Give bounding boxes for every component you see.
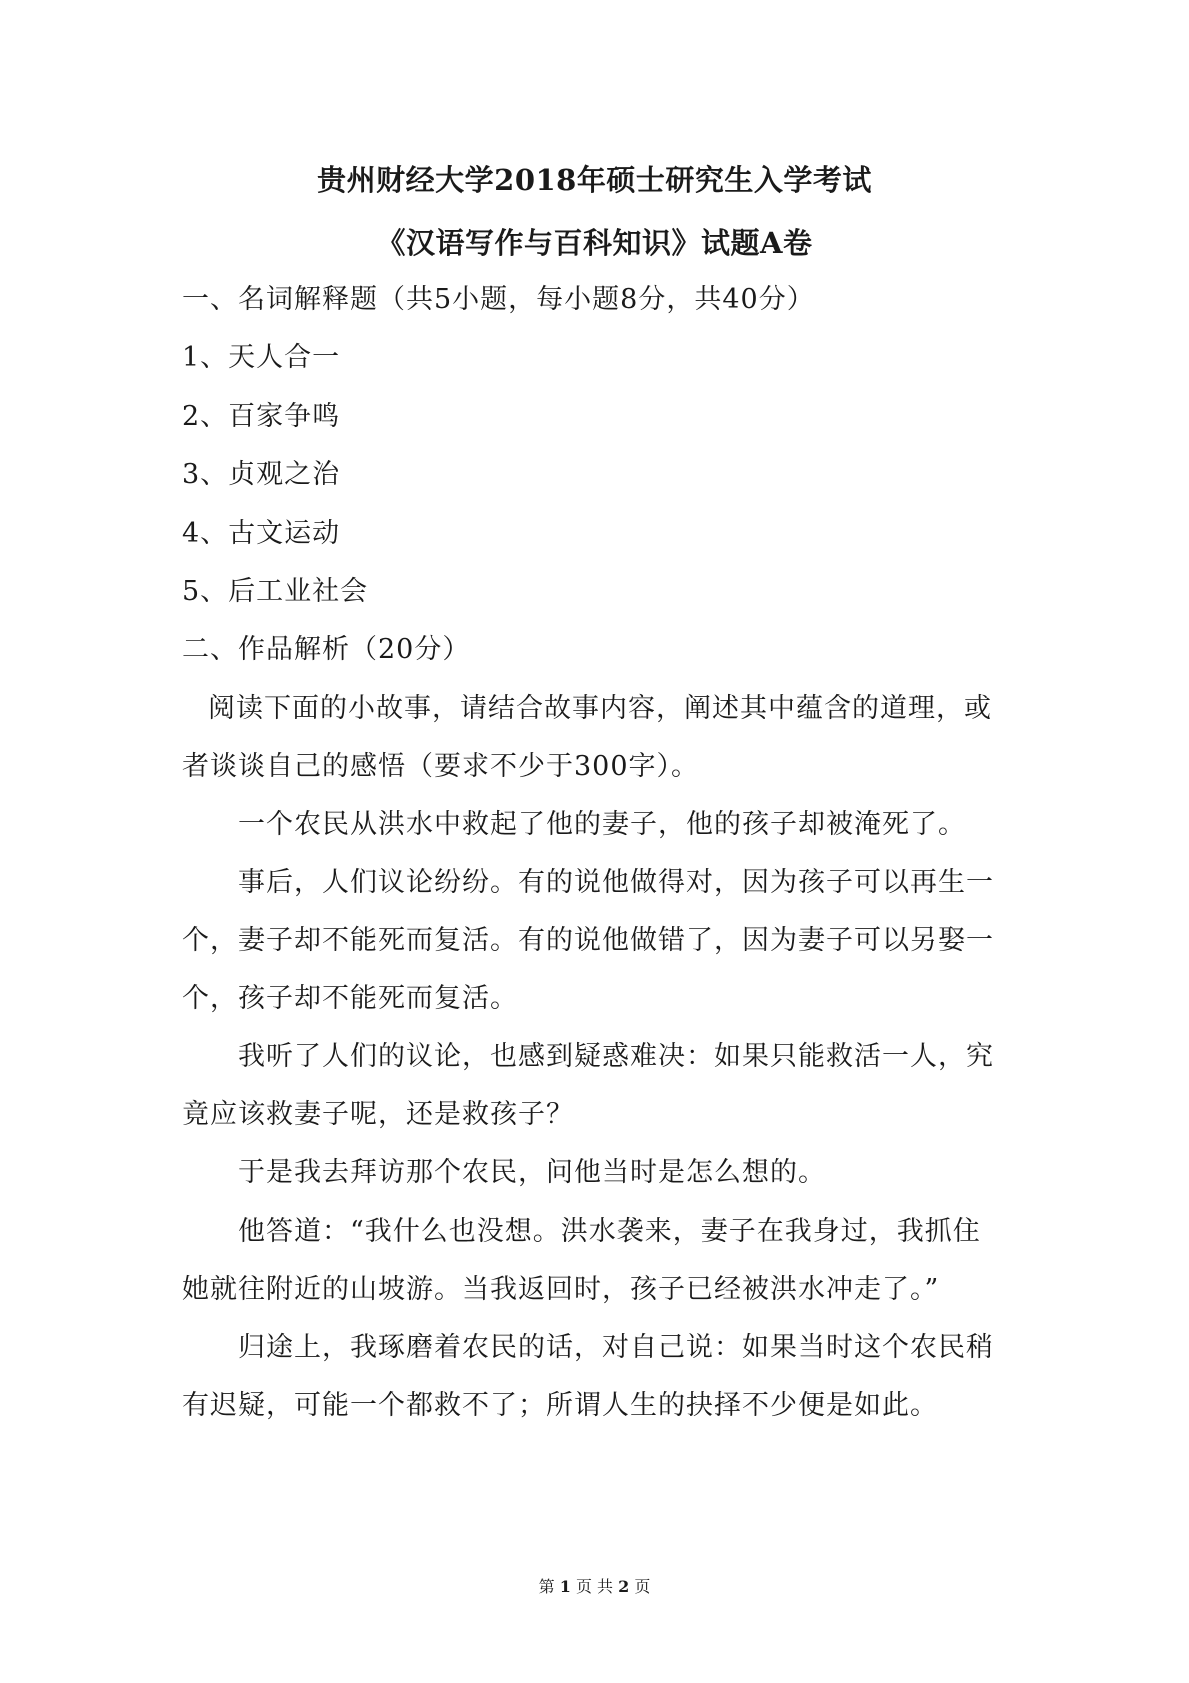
- footer-page-number: 1: [559, 1577, 571, 1596]
- story-line: 归途上，我琢磨着农民的话，对自己说：如果当时这个农民稍: [238, 1332, 994, 1363]
- term-item-5: 5、后工业社会: [182, 576, 369, 607]
- exam-title: 贵州财经大学2018年硕士研究生入学考试: [317, 163, 872, 197]
- story-line: 他答道：“我什么也没想。洪水袭来，妻子在我身过，我抓住: [238, 1216, 981, 1247]
- footer-prefix: 第: [538, 1577, 555, 1596]
- story-line: 竟应该救妻子呢，还是救孩子？: [182, 1099, 574, 1130]
- story-line: 个，妻子却不能死而复活。有的说他做错了，因为妻子可以另娶一: [182, 925, 994, 956]
- instruction-line: 阅读下面的小故事，请结合故事内容，阐述其中蕴含的道理，或: [208, 693, 992, 724]
- story-line: 事后，人们议论纷纷。有的说他做得对，因为孩子可以再生一: [238, 867, 994, 898]
- term-item-4: 4、古文运动: [182, 518, 341, 549]
- story-line: 有迟疑，可能一个都救不了；所谓人生的抉择不少便是如此。: [182, 1390, 938, 1421]
- exam-subtitle: 《汉语写作与百科知识》试题A卷: [376, 226, 813, 260]
- footer-middle: 页 共: [575, 1577, 614, 1596]
- story-line: 于是我去拜访那个农民，问他当时是怎么想的。: [238, 1157, 826, 1188]
- page-footer: [0, 1574, 1189, 1597]
- footer-total-pages: 2: [618, 1577, 630, 1596]
- term-item-1: 1、天人合一: [182, 342, 341, 373]
- story-line: 个，孩子却不能死而复活。: [182, 983, 518, 1014]
- story-line: 她就往附近的山坡游。当我返回时，孩子已经被洪水冲走了。”: [182, 1274, 940, 1305]
- story-line: 一个农民从洪水中救起了他的妻子，他的孩子却被淹死了。: [238, 809, 966, 840]
- instruction-line: 者谈谈自己的感悟（要求不少于300字）。: [182, 751, 700, 782]
- term-item-3: 3、贞观之治: [182, 459, 341, 490]
- term-item-2: 2、百家争鸣: [182, 401, 341, 432]
- section-2-heading: 二、作品解析（20分）: [182, 634, 471, 665]
- story-line: 我听了人们的议论，也感到疑惑难决：如果只能救活一人，究: [238, 1041, 994, 1072]
- footer-suffix: 页: [634, 1577, 651, 1596]
- section-1-heading: 一、名词解释题（共5小题，每小题8分，共40分）: [182, 284, 815, 315]
